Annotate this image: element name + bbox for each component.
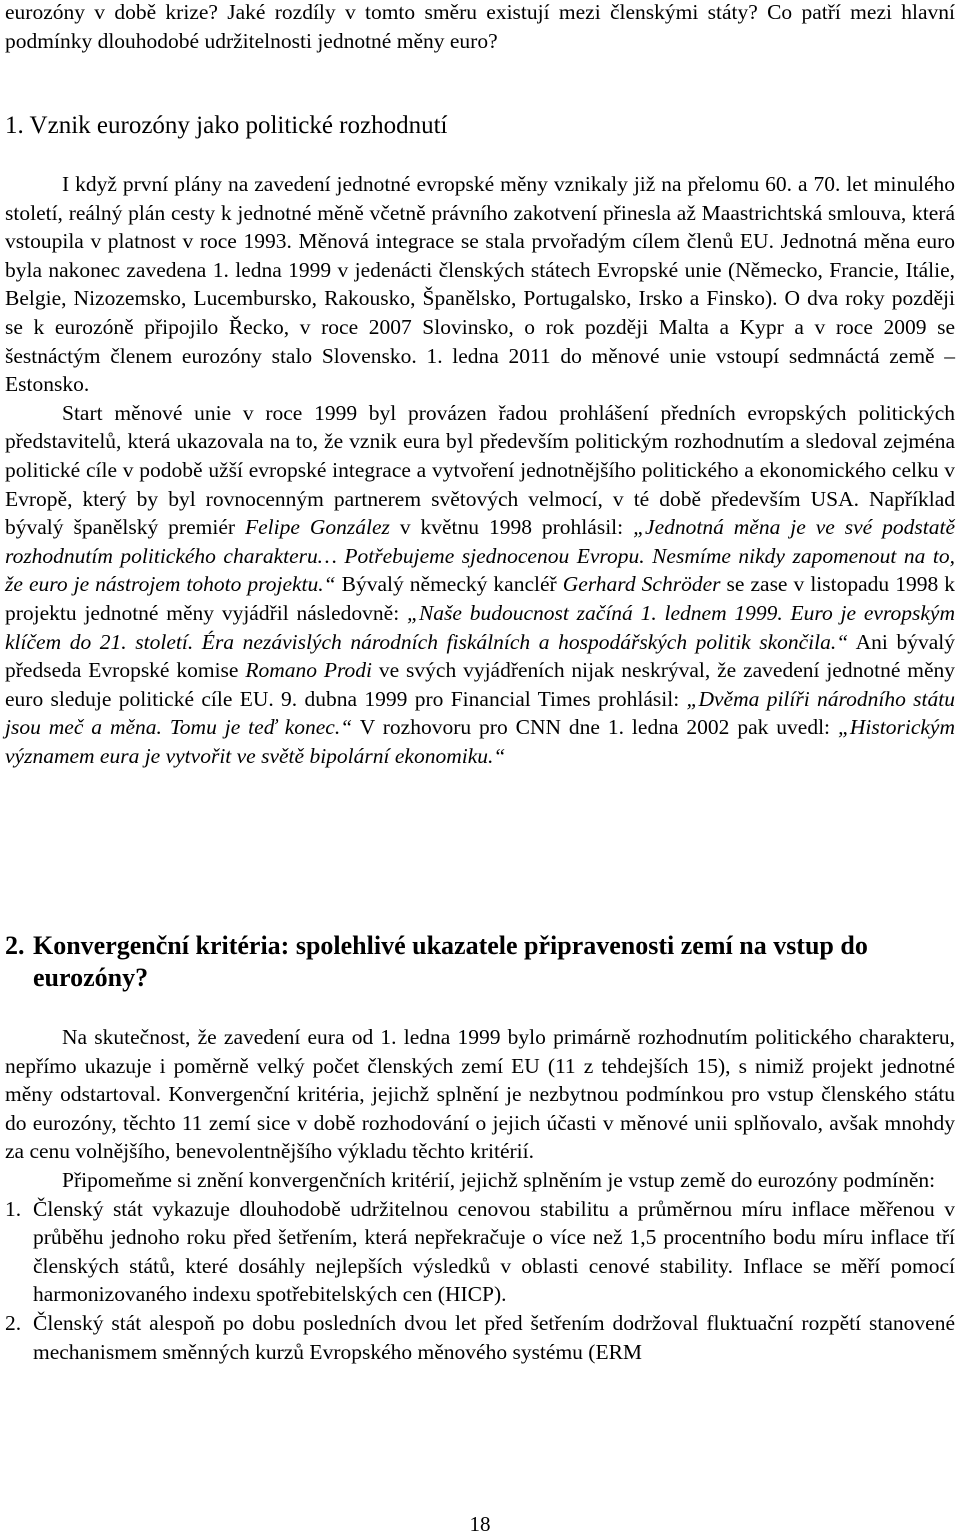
section-2-heading-text: Konvergenční kritéria: spolehlivé ukazatele připravenosti zemí na vstup do eurozóny?	[33, 931, 868, 992]
section-1-paragraph-1: I když první plány na zavedení jednotné evropské měny vznikaly již na přelomu 60. a 70. let minulého století, reálný plán cesty k jednotné měně včetně právního zakotvení přinesla až Maastrichtská smlouva, která vstoupila v platnost v roce 1993. Měnová integrace se stala prvořadým cílem členů EU. Jednotná měna euro byla nakonec zavedena 1. ledna 1999 v jedenácti členských státech Evropské unie (Německo, Francie, Itálie, Belgie, Nizozemsko, Lucembursko, Rakousko, Španělsko, Portugalsko, Irsko a Finsko). O dva roky později se k eurozóně připojilo Řecko, v roce 2007 Slovinsko, o rok později Malta a Kypr a v roce 2009 se šestnáctým členem eurozóny stalo Slovensko. 1. ledna 2011 do měnové unie vstoupí sedmnáctá země – Estonsko.	[5, 172, 955, 397]
list-item-number: 2.	[5, 1310, 22, 1335]
section-2-heading	[5, 930, 955, 994]
quote-gonzalez: „Jednotná měna je ve své podstatě rozhodnutím politického charakteru… Potřebujeme sjednocenou Evropu. Nesmíme nikdy zapomenout na to, že euro je nástrojem tohoto projektu.“	[5, 515, 956, 597]
list-item	[5, 1195, 955, 1309]
person-name-gonzalez: Felipe González	[244, 515, 390, 540]
section-1-paragraph-2	[5, 399, 955, 771]
section-1-body	[5, 170, 955, 770]
list-item-text: Členský stát vykazuje dlouhodobě udržitelnou cenovou stabilitu a průměrnou míru inflace měřenou v průběhu jednoho roku před šetřením, která nepřekračuje o více než 1,5 procentního bodu míru inflace tří členských států, které dosáhly nejlepších výsledků v oblasti cenové stability. Inflace se měří pomocí harmonizovaného indexu spotřebitelských cen (HICP).	[33, 1196, 955, 1307]
list-item-text: Členský stát alespoň po dobu posledních dvou let před šetřením dodržoval fluktuační rozpětí stanovené mechanismem směnných kurzů Evropského měnového systému (ERM	[33, 1310, 955, 1364]
text-run: ve svých vyjádřeních nijak neskrýval, že zavedení jednotné měny euro sleduje politické cíle EU. 9. dubna 1999 pro Financial Times prohlásil:	[5, 658, 955, 711]
list-item	[5, 1309, 955, 1366]
quote-schroder: „Naše budoucnost začíná 1. lednem 1999. Euro je evropským klíčem do 21. století. Éra nezávislých národních fiskálních a hospodářských politik skončila.“	[5, 600, 955, 654]
section-2-heading-number: 2.	[5, 931, 25, 960]
section-2-body	[5, 1023, 955, 1366]
text-run: Ani bývalý předseda Evropské komise	[5, 629, 955, 683]
person-name-schroder: Gerhard Schröder	[562, 572, 721, 597]
quote-cnn: „Historickým významem eura je vytvořit ve světě bipolární ekonomiku.“	[5, 715, 955, 768]
text-run: V rozhovoru pro CNN dne 1. ledna 2002 pak uvedl:	[352, 715, 838, 740]
convergence-criteria-list	[5, 1195, 955, 1367]
text-run: se zase v listopadu 1998 k projektu jednotné měny vyjádřil následovně:	[5, 572, 955, 625]
page-number: 18	[469, 1512, 491, 1536]
text-run: Start měnové unie v roce 1999 byl provázen řadou prohlášení předních evropských politických představitelů, která ukazovala na to, že vznik eura byl především politickým rozhodnutím a sledoval zejména politické cíle v podobě užší evropské integrace a vytvoření jednotnějšího politického a ekonomického celku v Evropě, který by byl rovnocenným partnerem světových velmocí, v té době především USA. Například bývalý španělský premiér	[5, 400, 955, 540]
top-fragment-paragraph: eurozóny v době krize? Jaké rozdíly v tomto směru existují mezi členskými státy? Co patří mezi hlavní podmínky dlouhodobé udržitelnosti jednotné měny euro?	[5, 0, 955, 53]
section-2-paragraph-1: Na skutečnost, že zavedení eura od 1. ledna 1999 bylo primárně rozhodnutím politického charakteru, nepřímo ukazuje i poměrně velký počet členských zemí EU (11 z tehdejších 15), s nimiž projekt jednotné měny odstartoval. Konvergenční kritéria, jejichž splnění je nezbytnou podmínkou pro vstup členského státu do eurozóny, těchto 11 zemí sice v době rozhodování o jejich účasti v měnové unii splňovalo, avšak mnohdy za cenu volnějšího, benevolentnějšího výkladu těchto kritérií.	[5, 1025, 955, 1164]
quote-prodi: „Dvěma pilíři národního státu jsou meč a měna. Tomu je teď konec.“	[5, 686, 955, 740]
list-item-number: 1.	[5, 1196, 22, 1221]
text-run: Bývalý německý kancléř	[335, 572, 563, 597]
section-1-heading: 1. Vznik eurozóny jako politické rozhodnutí	[5, 112, 448, 139]
section-2-paragraph-2: Připomeňme si znění konvergenčních kritérií, jejichž splněním je vstup země do eurozóny podmíněn:	[62, 1167, 936, 1192]
text-run: v květnu 1998 prohlásil:	[389, 515, 634, 540]
person-name-prodi: Romano Prodi	[245, 658, 373, 683]
